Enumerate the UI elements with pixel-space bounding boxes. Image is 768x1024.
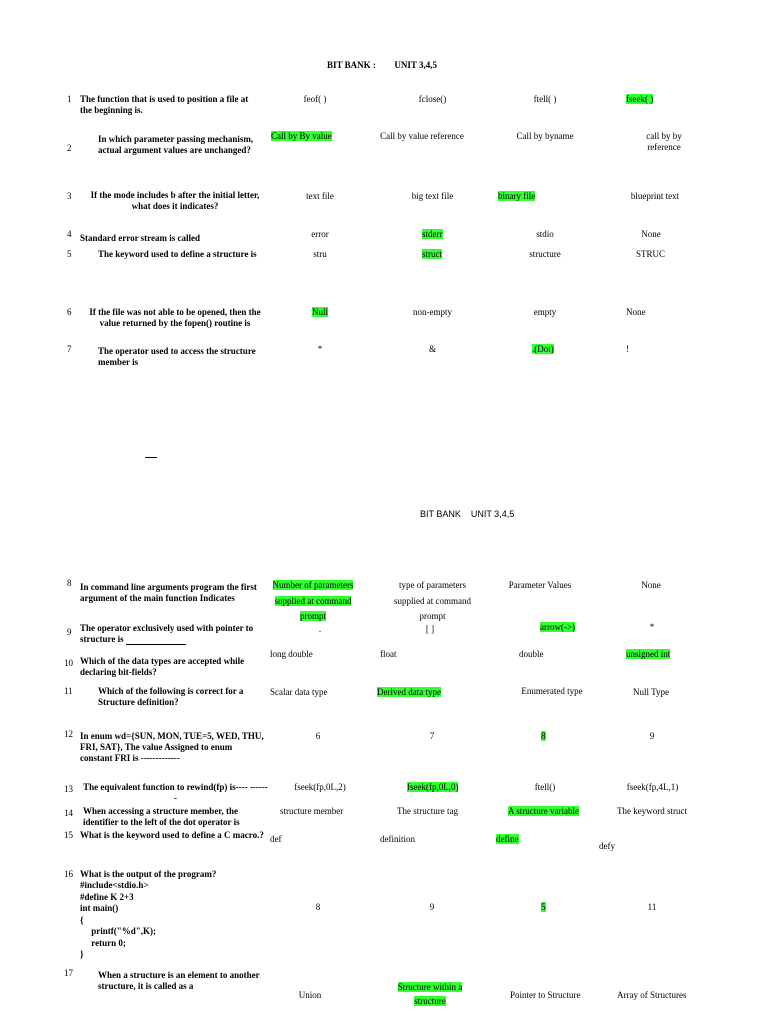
question-text: If the mode includes b after the initial letter, what does it indicates? (90, 190, 260, 211)
option-a: def (270, 834, 282, 844)
option-a: long double (270, 649, 313, 659)
option-a-answer: Call by By value (271, 131, 332, 141)
option-c-answer: binary file (498, 191, 536, 201)
option-d-answer: unsigned int (626, 649, 671, 659)
question-number: 16 (64, 869, 73, 879)
option-a: error (311, 229, 329, 239)
option-b-answer: struct (422, 249, 442, 259)
option-b: fclose() (418, 94, 447, 104)
option-c: ftell( ) (533, 94, 557, 104)
option-b: 9 (429, 902, 435, 912)
option-d: call by by reference (646, 131, 682, 152)
question-number: 6 (67, 307, 72, 317)
question-text: What is the output of the program? (80, 869, 217, 879)
question-text: What is the keyword used to define a C macro.? (80, 830, 264, 840)
question-number: 17 (64, 968, 73, 978)
question-number: 7 (67, 344, 72, 354)
option-a: 6 (315, 731, 321, 741)
option-d: blueprint text (630, 191, 680, 201)
question-text: Standard error stream is called (80, 233, 200, 243)
answer-blank (126, 636, 186, 645)
question-number: 9 (67, 627, 72, 637)
option-b: definition (380, 834, 415, 844)
option-b: big text file (411, 191, 454, 201)
option-c: structure (529, 249, 561, 259)
question-text: The operator used to access the structure member is (98, 346, 256, 367)
separator-mark (145, 457, 157, 458)
question-number: 2 (67, 143, 72, 153)
question-text: The operator exclusively used with pointer to structure is (80, 623, 254, 644)
option-c: stdio (536, 229, 554, 239)
option-b: float (380, 649, 397, 659)
question-number: 5 (67, 249, 72, 259)
option-d-answer: fseek( ) (626, 94, 654, 104)
option-d: Array of Structures (617, 990, 687, 1000)
option-d: None (641, 580, 661, 590)
option-c: ftell() (534, 782, 556, 792)
question-text: If the file was not able to be opened, then the value returned by the fopen() routine is (89, 307, 261, 328)
question-number: 15 (64, 830, 73, 840)
option-d: 9 (649, 731, 655, 741)
option-c-answer: .(Dot) (532, 344, 554, 354)
option-c-answer: 8 (541, 731, 546, 741)
option-a: feof( ) (303, 94, 327, 104)
option-c: Pointer to Structure (510, 990, 581, 1000)
option-a-answer: Null (312, 307, 329, 317)
option-d: ! (626, 344, 629, 354)
option-d: None (626, 307, 646, 317)
option-d: * (649, 622, 655, 632)
question-text: When a structure is an element to another structure, it is called as a (98, 970, 260, 991)
option-a: . (318, 624, 322, 634)
option-b-answer: fseek(fp,0L,0) (407, 782, 459, 792)
option-c-answer: 5 (541, 902, 546, 912)
option-c: double (519, 649, 544, 659)
option-c: Enumerated type (521, 686, 583, 696)
option-b: Call by value reference (380, 131, 464, 141)
question-number: 14 (64, 808, 73, 818)
question-number: 13 (64, 784, 73, 794)
option-a: 8 (315, 902, 321, 912)
option-d: None (641, 229, 661, 239)
code-snippet: #include<stdio.h> #define K 2+3 int main() { printf("%d",K); return 0; } (80, 880, 156, 959)
option-d: STRUC (636, 249, 666, 259)
option-d: fseek(fp,4L,1) (626, 782, 679, 792)
option-b: & (428, 344, 436, 354)
option-a: stru (313, 249, 327, 259)
title-right: UNIT 3,4,5 (394, 60, 437, 70)
title-left: BIT BANK : (327, 60, 376, 70)
question-text: In command line arguments program the first argument of the main function Indicates (80, 582, 257, 603)
option-a: structure member (280, 806, 344, 816)
option-c-answer: define (496, 834, 519, 844)
option-a: Scalar data type (270, 687, 328, 697)
option-a: fseek(fp,0L,2) (294, 782, 346, 792)
question-text: The function that is used to position a file at the beginning is. (80, 94, 249, 115)
option-b: [ ] (425, 624, 435, 634)
option-c: Parameter Values (508, 580, 572, 590)
option-c: Call by byname (516, 131, 574, 141)
page-title (327, 60, 437, 71)
option-a: Union (298, 990, 322, 1000)
question-number: 3 (67, 191, 72, 201)
question-text: When accessing a structure member, the identifier to the left of the dot operator is (83, 806, 240, 827)
question-number: 4 (67, 229, 72, 239)
option-a: * (317, 344, 323, 354)
option-d: The keyword struct (617, 806, 687, 816)
option-d: defy (599, 841, 615, 851)
option-c-answer: A structure variable (508, 806, 579, 816)
question-text: Which of the following is correct for a Structure definition? (98, 686, 244, 707)
question-text: Which of the data types are accepted while declaring bit-fields? (80, 656, 245, 677)
option-b: type of parameters supplied at command prompt (394, 580, 471, 621)
question-text: In enum wd={SUN, MON, TUE=5, WED, THU, FRI, SAT}, The value Assigned to enum constant FRI is ------------- (80, 731, 264, 763)
option-c-answer: arrow(->) (540, 622, 576, 632)
option-b-answer: Structure within a structure (397, 982, 463, 1006)
page-title-2: BIT BANK UNIT 3,4,5 (420, 509, 515, 519)
question-text: The keyword used to define a structure is (98, 249, 257, 259)
question-number: 12 (64, 729, 73, 739)
question-number: 8 (67, 578, 72, 588)
question-text: In which parameter passing mechanism, actual argument values are unchanged? (98, 134, 254, 155)
option-b-answer: stderr (422, 229, 443, 239)
option-a: text file (306, 191, 334, 201)
question-number: 11 (64, 686, 73, 696)
option-b-answer: Derived data type (377, 687, 441, 697)
option-b: 7 (429, 731, 435, 741)
option-a-answer: Number of parameters supplied at command prompt (272, 580, 354, 621)
question-number: 10 (64, 658, 73, 668)
option-b: non-empty (413, 307, 452, 317)
option-c: empty (533, 307, 557, 317)
question-text: The equivalent function to rewind(fp) is---- ------- (83, 782, 268, 803)
option-b: The structure tag (397, 806, 458, 816)
option-d: Null Type (633, 687, 669, 697)
option-d: 11 (647, 902, 657, 912)
question-number: 1 (67, 94, 72, 104)
